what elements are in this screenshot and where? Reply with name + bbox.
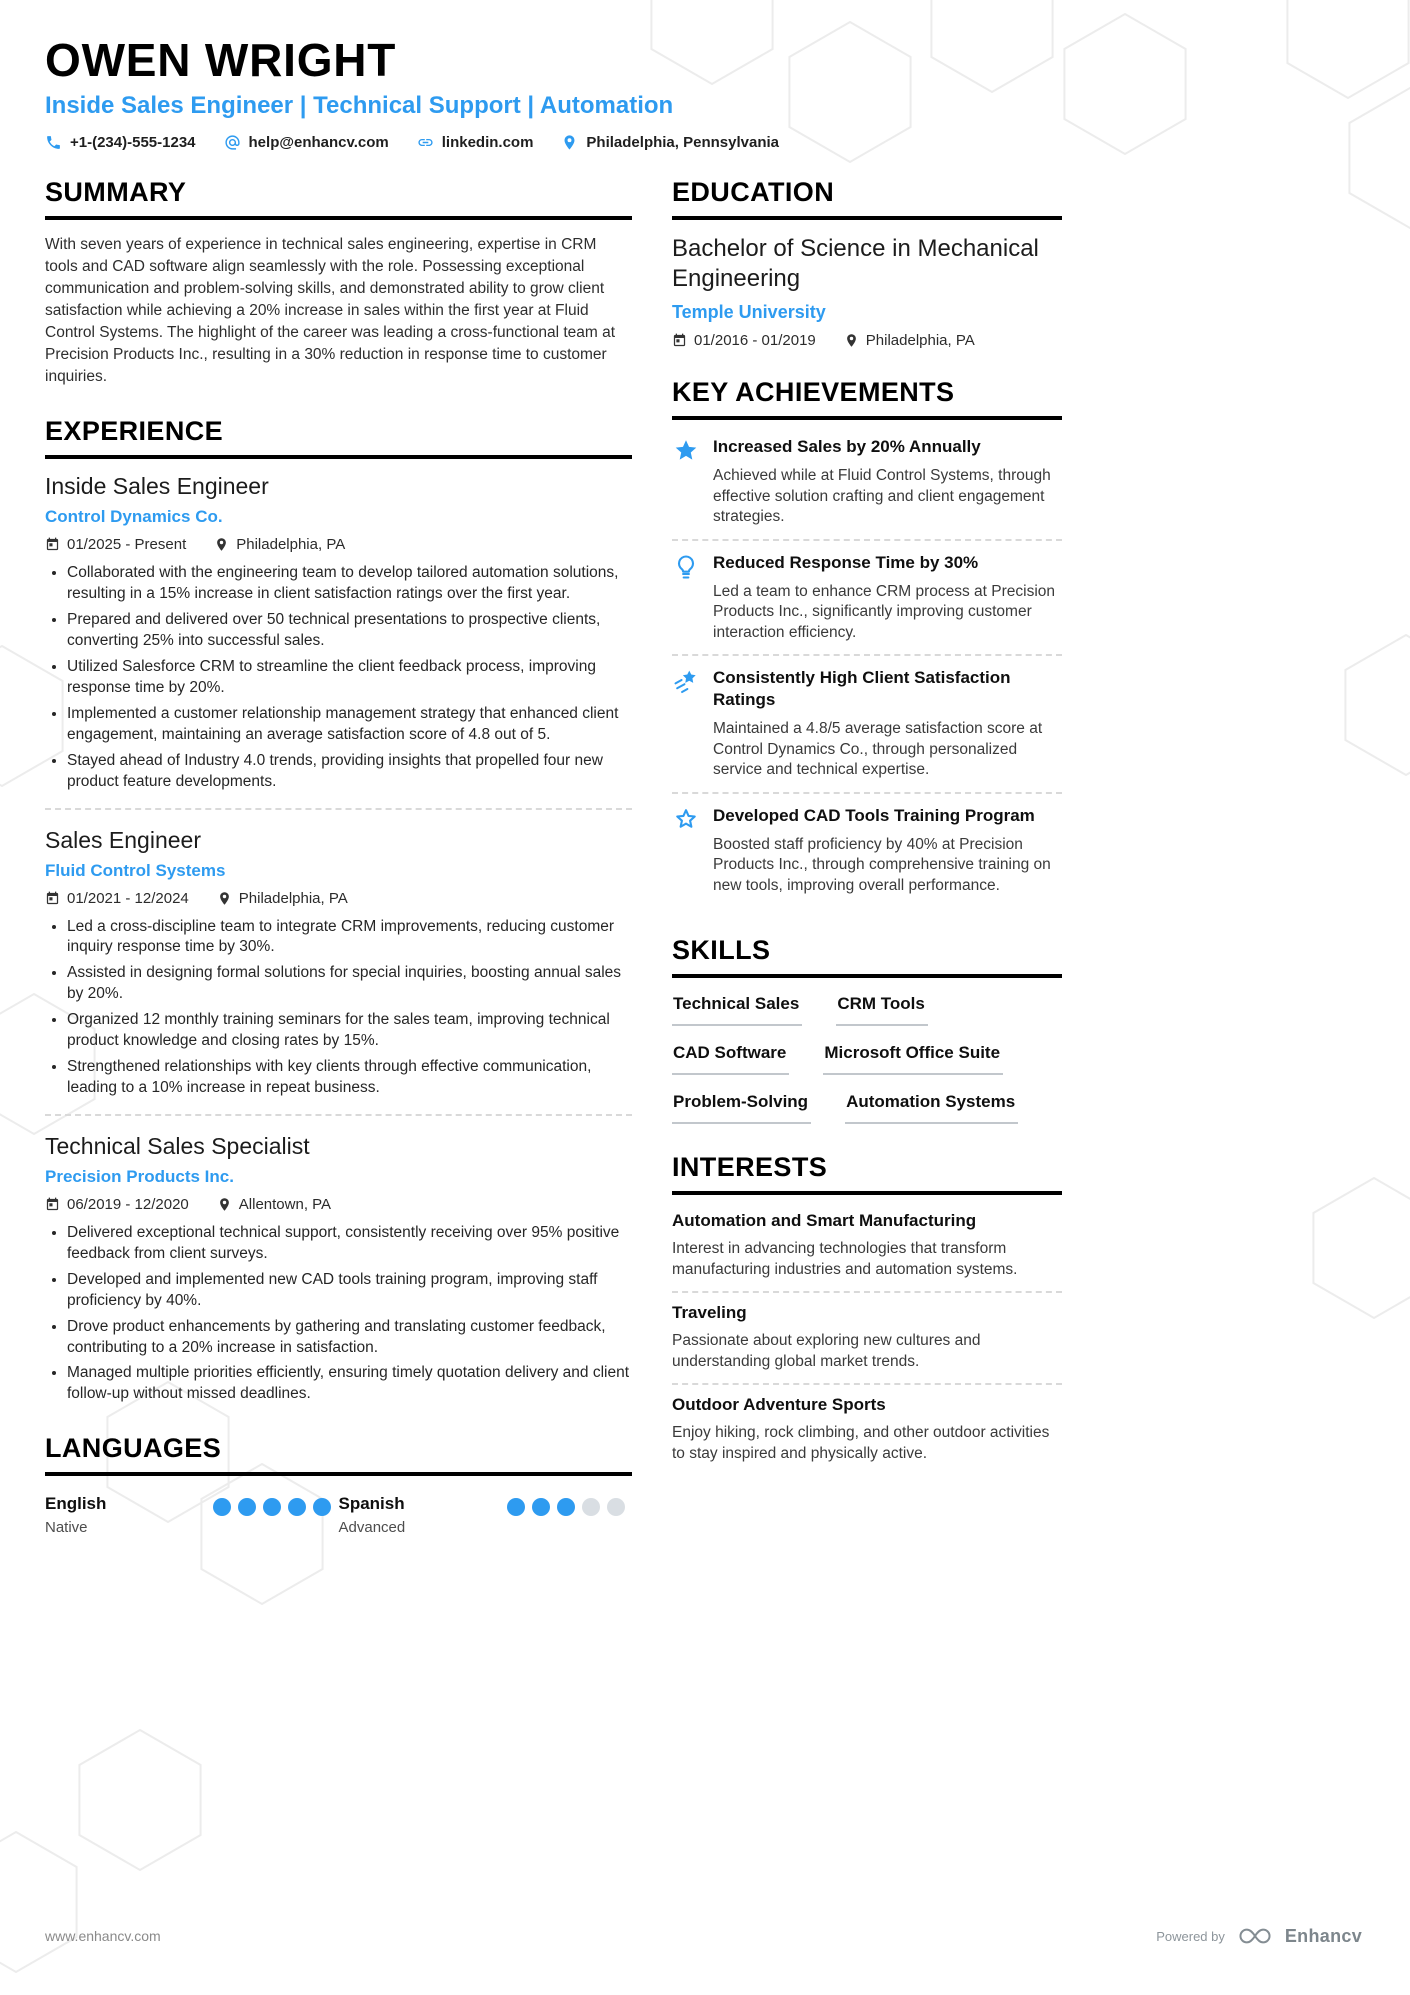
job-bullets (45, 563, 632, 792)
job-dates (45, 536, 186, 553)
achievement-text: Achieved while at Fluid Control Systems, through effective solution crafting and client engagement strategies. (713, 467, 1051, 526)
rating-dot-filled (507, 1498, 525, 1516)
phone-icon (45, 134, 62, 151)
interest-item (672, 1383, 1062, 1475)
language-item (45, 1494, 339, 1536)
job-bullet: • Strengthened relationships with key clients through effective communication, leading to a 10% increase in repeat business. (67, 1057, 632, 1099)
job-location-text: Allentown, PA (238, 1195, 332, 1213)
skill-item: Automation Systems (845, 1092, 1018, 1124)
skill-item: Technical Sales (672, 994, 802, 1026)
job-location (217, 1196, 331, 1213)
summary-heading: SUMMARY (45, 177, 632, 220)
resume-header (45, 36, 1410, 151)
achievement-title: Reduced Response Time by 30% (713, 552, 979, 572)
achievement-item (672, 434, 1062, 538)
brand-name: Enhancv (1284, 1925, 1362, 1946)
enhancv-logo-icon (1235, 1925, 1275, 1947)
job-bullet: • Assisted in designing formal solutions for special inquiries, boosting annual sales by 20%. (67, 963, 632, 1005)
achievement-item (672, 654, 1062, 792)
job-title: Inside Sales Engineer (45, 473, 269, 500)
candidate-headline: Inside Sales Engineer | Technical Support | Automation (45, 92, 674, 120)
job-entry (45, 1133, 632, 1405)
interest-text: Enjoy hiking, rock climbing, and other outdoor activities to stay inspired and physically active. (672, 1423, 1050, 1462)
powered-by-label: Powered by (1156, 1928, 1225, 1944)
job-bullets (45, 917, 632, 1099)
degree-title: Bachelor of Science in Mechanical Engineering (672, 235, 1039, 293)
education-section (672, 177, 1062, 349)
job-entry (45, 473, 632, 792)
language-rating (213, 1498, 331, 1516)
star-outline-icon (672, 806, 700, 834)
contact-row (45, 134, 1410, 151)
email-icon (224, 134, 241, 151)
achievement-title: Increased Sales by 20% Annually (713, 437, 981, 457)
location-icon (561, 134, 578, 151)
language-name: English (45, 1494, 107, 1514)
education-heading: EDUCATION (672, 177, 1062, 220)
right-column (672, 177, 1062, 1564)
language-list (45, 1490, 632, 1536)
achievement-body (713, 552, 1062, 643)
achievement-text: Led a team to enhance CRM process at Precision Products Inc., significantly improving customer interaction efficiency. (713, 582, 1056, 641)
interest-list (672, 1209, 1062, 1475)
job-bullet: • Led a cross-discipline team to integrate CRM improvements, reducing customer inquiry response time by 30%. (67, 917, 632, 959)
language-rating (507, 1498, 625, 1516)
interests-heading: INTERESTS (672, 1152, 1062, 1195)
achievement-title: Consistently High Client Satisfaction Ratings (713, 668, 1011, 710)
rating-dot-filled (263, 1498, 281, 1516)
summary-text: With seven years of experience in technical sales engineering, expertise in CRM tools and CAD software align seamlessly with the role. Possessing exceptional communication and problem-solving skills, and demonstrated ability to grow client satisfaction while achieving a 20% increase in sales within the first year at Fluid Control Systems. The highlight of the career was leading a cross-functional team at Precision Products Inc., resulting in a 30% reduction in response time to customer inquiries. (45, 236, 616, 386)
job-dates-text: 01/2025 - Present (67, 536, 187, 554)
language-level: Native (45, 1519, 88, 1537)
rating-dot-filled (288, 1498, 306, 1516)
achievement-list (672, 434, 1062, 907)
job-bullet: • Implemented a customer relationship management strategy that enhanced client engagement, maintaining an average satisfaction score of 4.8 out of 5. (67, 704, 632, 746)
job-bullet: • Prepared and delivered over 50 technical presentations to prospective clients, converting 25% into successful sales. (67, 610, 632, 652)
rating-dot-filled (532, 1498, 550, 1516)
job-meta (45, 890, 632, 907)
experience-section (45, 416, 632, 1405)
calendar-icon (45, 891, 60, 906)
achievement-text: Boosted staff proficiency by 40% at Precision Products Inc., through comprehensive training on new tools, improving overall performance. (713, 835, 1051, 894)
interest-title: Outdoor Adventure Sports (672, 1394, 886, 1414)
interest-item (672, 1291, 1062, 1383)
calendar-icon (45, 1197, 60, 1212)
shooting-star-icon (672, 668, 700, 696)
location-icon (217, 891, 232, 906)
language-info (45, 1494, 213, 1536)
achievement-item (672, 539, 1062, 654)
education-dates-text: 01/2016 - 01/2019 (694, 332, 816, 350)
job-entry (45, 827, 632, 1099)
job-company[interactable]: Precision Products Inc. (45, 1166, 234, 1186)
job-bullet: • Utilized Salesforce CRM to streamline the client feedback process, improving response time by 20%. (67, 657, 632, 699)
two-column-layout (45, 177, 1410, 1564)
job-location-text: Philadelphia, PA (238, 889, 348, 907)
skill-item: CAD Software (672, 1043, 789, 1075)
contact-text: help@enhancv.com (248, 134, 389, 152)
key-achievements-section (672, 377, 1062, 907)
languages-heading: LANGUAGES (45, 1433, 632, 1476)
job-dates-text: 06/2019 - 12/2020 (67, 1195, 189, 1213)
job-list (45, 473, 632, 1405)
rating-dot-empty (582, 1498, 600, 1516)
interest-item (672, 1209, 1062, 1291)
page-footer (45, 1925, 1362, 1947)
skill-item: Problem-Solving (672, 1092, 811, 1124)
calendar-icon (45, 537, 60, 552)
contact-text: +1-(234)-555-1234 (70, 134, 196, 152)
location-icon (217, 1197, 232, 1212)
contact-item[interactable] (561, 134, 779, 151)
contact-text: linkedin.com (441, 134, 534, 152)
job-bullet: • Organized 12 monthly training seminars for the sales team, improving technical product knowledge and closing rates by 15%. (67, 1010, 632, 1052)
link-icon (417, 134, 434, 151)
job-company[interactable]: Control Dynamics Co. (45, 507, 223, 527)
job-bullet: • Stayed ahead of Industry 4.0 trends, providing insights that propelled four new product feature developments. (67, 751, 632, 793)
contact-item[interactable] (224, 134, 389, 151)
job-bullet: • Developed and implemented new CAD tools training program, improving staff proficiency by 40%. (67, 1270, 632, 1312)
job-bullet: • Managed multiple priorities efficiently, ensuring timely quotation delivery and client follow-up without missed deadlines. (67, 1363, 632, 1405)
calendar-icon (672, 333, 687, 348)
job-dates-text: 01/2021 - 12/2024 (67, 889, 189, 907)
job-bullet: • Drove product enhancements by gathering and translating customer feedback, contributing to a 20% increase in satisfaction. (67, 1317, 632, 1359)
education-meta (672, 332, 1062, 349)
rating-dot-filled (313, 1498, 331, 1516)
interests-section (672, 1152, 1062, 1475)
job-bullet: • Delivered exceptional technical support, consistently receiving over 95% positive feedback from client surveys. (67, 1223, 632, 1265)
job-bullets (45, 1223, 632, 1405)
location-icon (214, 537, 229, 552)
job-separator (45, 808, 632, 810)
left-column (45, 177, 632, 1564)
job-meta (45, 1196, 632, 1213)
skills-heading: SKILLS (672, 935, 1062, 978)
language-name: Spanish (338, 1494, 405, 1514)
star-icon (672, 437, 700, 465)
language-info (339, 1494, 507, 1536)
rating-dot-filled (238, 1498, 256, 1516)
achievement-body (713, 805, 1062, 896)
key-achievements-heading: KEY ACHIEVEMENTS (672, 377, 1062, 420)
skills-section (672, 935, 1062, 1124)
job-bullet: • Collaborated with the engineering team to develop tailored automation solutions, resulting in a 15% increase in client satisfaction ratings over the first year. (67, 563, 632, 605)
language-level: Advanced (338, 1519, 406, 1537)
school-name[interactable]: Temple University (672, 302, 826, 323)
achievement-body (713, 667, 1062, 781)
language-item (339, 1494, 633, 1536)
interest-text: Interest in advancing technologies that transform manufacturing industries and automation systems. (672, 1240, 1018, 1279)
job-separator (45, 1114, 632, 1116)
skill-item: CRM Tools (836, 994, 928, 1026)
achievement-item (672, 792, 1062, 907)
contact-item[interactable] (45, 134, 196, 151)
job-title: Technical Sales Specialist (45, 1132, 310, 1159)
powered-by (1156, 1925, 1362, 1947)
summary-section (45, 177, 632, 388)
education-location-text: Philadelphia, PA (865, 332, 975, 350)
contact-item[interactable] (417, 134, 534, 151)
education-location (844, 332, 975, 349)
achievement-text: Maintained a 4.8/5 average satisfaction score at Control Dynamics Co., through personalized service and technical expertise. (713, 720, 1043, 779)
job-company[interactable]: Fluid Control Systems (45, 860, 226, 880)
languages-section (45, 1433, 632, 1536)
experience-heading: EXPERIENCE (45, 416, 632, 459)
interest-title: Automation and Smart Manufacturing (672, 1211, 977, 1231)
job-title: Sales Engineer (45, 826, 201, 853)
job-meta (45, 536, 632, 553)
interest-title: Traveling (672, 1303, 747, 1323)
job-dates (45, 1196, 189, 1213)
skill-item: Microsoft Office Suite (823, 1043, 1003, 1075)
rating-dot-filled (557, 1498, 575, 1516)
job-location (217, 890, 348, 907)
interest-text: Passionate about exploring new cultures and understanding global market trends. (672, 1332, 981, 1370)
website-link[interactable]: www.enhancv.com (45, 1928, 161, 1944)
rating-dot-empty (607, 1498, 625, 1516)
location-icon (844, 333, 859, 348)
contact-text: Philadelphia, Pennsylvania (586, 134, 779, 152)
lightbulb-icon (672, 553, 700, 581)
job-dates (45, 890, 189, 907)
education-dates (672, 332, 816, 349)
job-location (214, 536, 345, 553)
skill-list (672, 992, 1062, 1124)
rating-dot-filled (213, 1498, 231, 1516)
candidate-name: OWEN WRIGHT (45, 34, 397, 86)
achievement-title: Developed CAD Tools Training Program (713, 805, 1035, 825)
achievement-body (713, 436, 1062, 527)
job-location-text: Philadelphia, PA (236, 536, 346, 554)
